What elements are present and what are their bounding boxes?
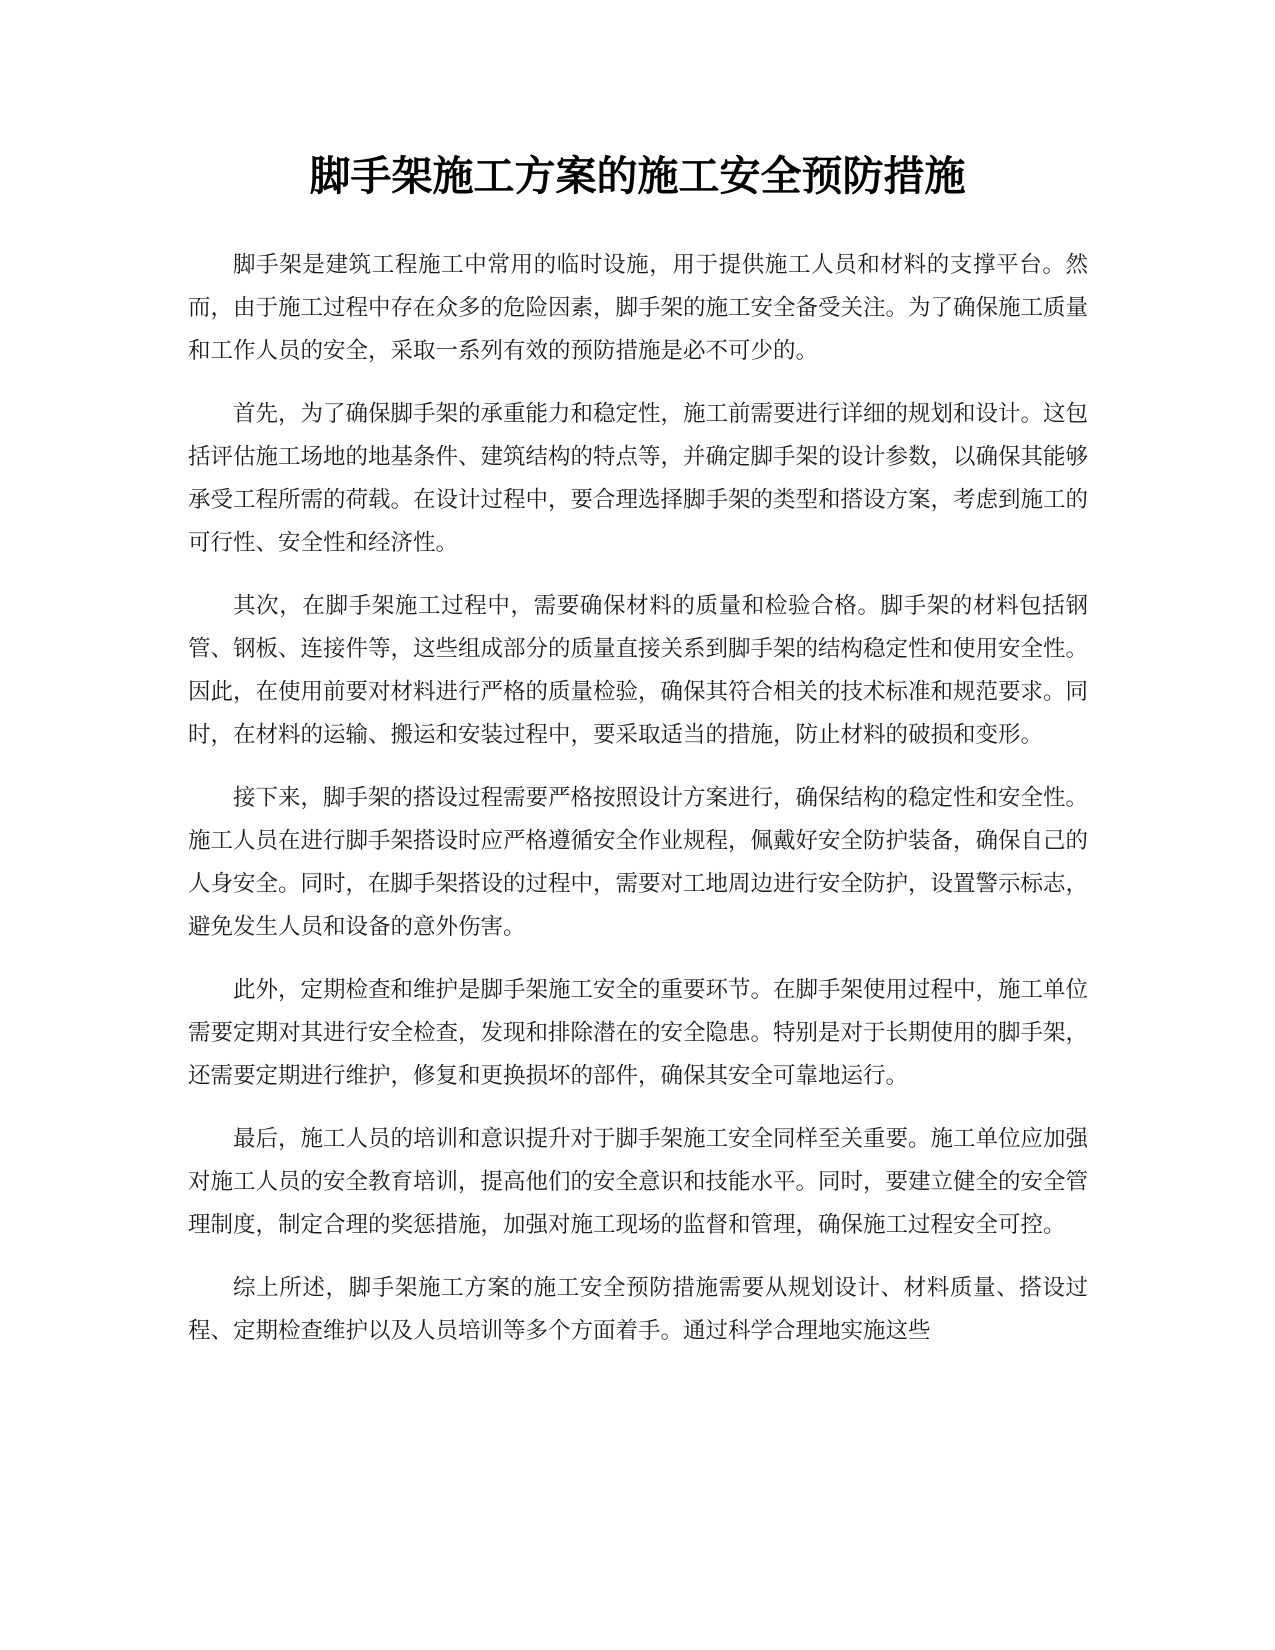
page-title: 脚手架施工方案的施工安全预防措施 [309,152,966,200]
paragraph-training: 最后，施工人员的培训和意识提升对于脚手架施工安全同样至关重要。施工单位应加强对施工人员的安全教育培训，提高他们的安全意识和技能水平。同时，要建立健全的安全管理制度，制定合理的奖惩措施，加强对施工现场的监督和管理，确保施工过程安全可控。 [188,1126,1089,1238]
paragraph-inspection-maintenance: 此外，定期检查和维护是脚手架施工安全的重要环节。在脚手架使用过程中，施工单位需要定期对其进行安全检查，发现和排除潜在的安全隐患。特别是对于长期使用的脚手架，还需要定期进行维护，修复和更换损坏的部件，确保其安全可靠地运行。 [188,977,1089,1089]
paragraph-planning-design: 首先，为了确保脚手架的承重能力和稳定性，施工前需要进行详细的规划和设计。这包括评估施工场地的地基条件、建筑结构的特点等，并确定脚手架的设计参数，以确保其能够承受工程所需的荷载。在设计过程中，要合理选择脚手架的类型和搭设方案，考虑到施工的可行性、安全性和经济性。 [188,401,1089,556]
paragraph-erection-process: 接下来，脚手架的搭设过程需要严格按照设计方案进行，确保结构的稳定性和安全性。施工人员在进行脚手架搭设时应严格遵循安全作业规程，佩戴好安全防护装备，确保自己的人身安全。同时，在脚手架搭设的过程中，需要对工地周边进行安全防护，设置警示标志，避免发生人员和设备的意外伤害。 [188,785,1089,940]
paragraph-material-quality: 其次，在脚手架施工过程中，需要确保材料的质量和检验合格。脚手架的材料包括钢管、钢板、连接件等，这些组成部分的质量直接关系到脚手架的结构稳定性和使用安全性。因此，在使用前要对材料进行严格的质量检验，确保其符合相关的技术标准和规范要求。同时，在材料的运输、搬运和安装过程中，要采取适当的措施，防止材料的破损和变形。 [188,593,1089,748]
document-body [188,244,1088,1373]
paragraph-intro: 脚手架是建筑工程施工中常用的临时设施，用于提供施工人员和材料的支撑平台。然而，由于施工过程中存在众多的危险因素，脚手架的施工安全备受关注。为了确保施工质量和工作人员的安全，采取一系列有效的预防措施是必不可少的。 [188,252,1089,364]
paragraph-summary: 综上所述，脚手架施工方案的施工安全预防措施需要从规划设计、材料质量、搭设过程、定期检查维护以及人员培训等多个方面着手。通过科学合理地实施这些 [188,1275,1088,1344]
